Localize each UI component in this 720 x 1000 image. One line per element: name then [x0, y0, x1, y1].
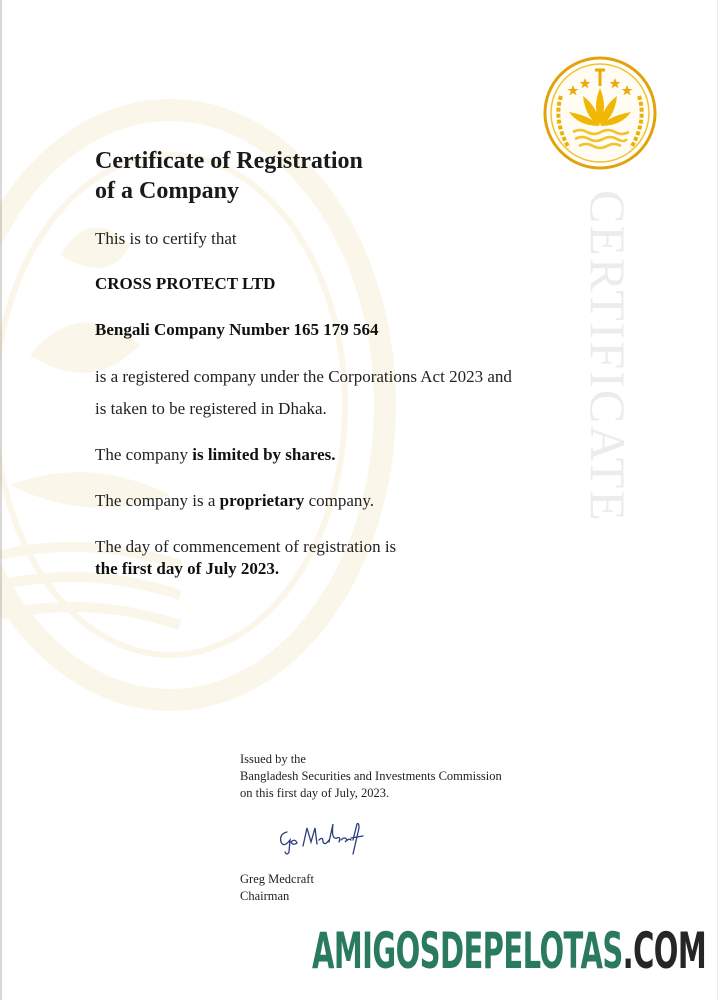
signatory-role: Chairman — [240, 889, 290, 903]
limited-prefix: The company — [95, 445, 193, 464]
title-line-1: Certificate of Registration — [95, 148, 363, 174]
certificate-title — [95, 146, 363, 206]
limited-bold: is limited by shares. — [192, 445, 336, 464]
bangladesh-emblem-icon — [543, 56, 657, 170]
commencement-date: the first day of July 2023. — [95, 559, 280, 578]
certificate-vertical-watermark: CERTIFICATE — [580, 190, 636, 523]
signature-image — [275, 818, 365, 858]
title-line-2: of a Company — [95, 178, 240, 204]
commencement-statement: The day of commencement of registration is — [95, 537, 397, 556]
proprietary-prefix: The company is a — [95, 491, 220, 510]
proprietary-statement — [95, 490, 374, 512]
issuer-line-2: Bangladesh Securities and Investments Commission — [240, 769, 502, 783]
page-edge-right — [717, 0, 718, 1000]
issuer-line-3: on this first day of July, 2023. — [240, 786, 390, 800]
company-number: Bengali Company Number 165 179 564 — [95, 320, 379, 339]
registration-statement-line-2: is taken to be registered in Dhaka. — [95, 399, 327, 418]
limited-by-shares-statement — [95, 444, 336, 466]
issuer-line-1: Issued by the — [240, 752, 306, 766]
signatory-block — [240, 871, 314, 905]
site-name: AMIGOSDEPELOTAS — [312, 922, 623, 980]
site-tld: .COM — [622, 922, 707, 980]
proprietary-bold: proprietary — [219, 491, 305, 510]
registration-statement-line-1: is a registered company under the Corporations Act 2023 and — [95, 367, 512, 386]
issuer-block — [240, 751, 502, 802]
site-watermark-banner — [312, 922, 706, 980]
proprietary-suffix: company. — [304, 491, 375, 510]
page-edge-left — [0, 0, 2, 1000]
certify-intro: This is to certify that — [95, 229, 237, 248]
company-name: CROSS PROTECT LTD — [95, 274, 276, 293]
signatory-name: Greg Medcraft — [240, 872, 314, 886]
